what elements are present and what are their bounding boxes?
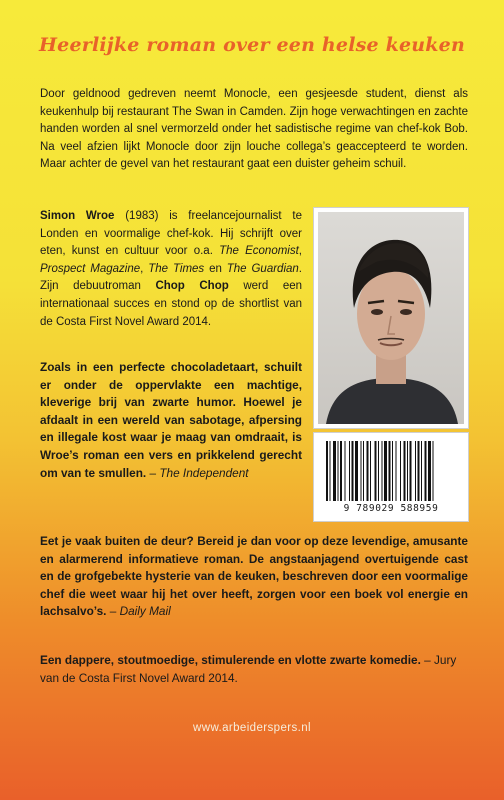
- bio-text: werd een internationaal succes en stond op de shortlist van de Costa First Novel Award 2014.: [40, 280, 303, 328]
- barcode-bar: [392, 441, 393, 501]
- review-text: Zoals in een perfecte chocoladetaart, schuilt er onder de oppervlakte een machtige, kleverige brij van zwarte humor. Hoewel je afdaalt in een wereld van sabotage, afpersing en illegale kost waar je maag van omdraait, is Wroe’s roman een vers en prikkelend gerecht om van te smullen.: [40, 360, 302, 480]
- barcode-bar: [378, 441, 379, 501]
- publication-name: Prospect Magazine: [40, 262, 141, 275]
- publication-name: The Guardian: [226, 262, 299, 275]
- bio-text: . Zijn debuutroman: [40, 262, 302, 293]
- barcode-bar: [361, 441, 362, 501]
- barcode-bar: [345, 441, 346, 501]
- author-bio: [40, 208, 302, 331]
- review-source: – Jury van de Costa First Novel Award 2014.: [40, 653, 457, 685]
- barcode-bar: [355, 441, 358, 501]
- barcode-bar: [333, 441, 336, 501]
- barcode-bar: [330, 441, 331, 501]
- review-dash: –: [106, 604, 120, 619]
- bio-separator: ,: [140, 262, 149, 275]
- barcode-bar: [410, 441, 412, 501]
- barcode-bar: [421, 441, 422, 501]
- barcode: [313, 432, 469, 522]
- barcode-bar: [433, 441, 434, 501]
- barcode-bar: [382, 441, 383, 501]
- barcode-bar: [384, 441, 387, 501]
- barcode-bar: [349, 441, 350, 501]
- barcode-bars: [326, 441, 456, 501]
- barcode-bar: [363, 441, 364, 501]
- review-text: Eet je vaak buiten de deur? Bereid je dan voor op deze levendige, amusante en alarmerend informatieve roman. De angstaanjagend overtuigende cast en de grofgebekte hysterie van de keuken, beschreven door een voormalige chef die weet waar hij het over heeft, zorgen voor een boek vol energie en lachsalvo’s.: [40, 534, 468, 619]
- review-quote: [40, 359, 302, 482]
- author-portrait-image: [318, 212, 464, 424]
- barcode-bar: [407, 441, 408, 501]
- barcode-bar: [340, 441, 342, 501]
- bio-text: (1983) is freelancejournalist te Londen en voormalige chef-kok. Hij schrijft over eten, kunst en cultuur voor o.a.: [40, 210, 302, 258]
- barcode-bar: [389, 441, 391, 501]
- synopsis: Door geldnood gedreven neemt Monocle, een gesjeesde student, dienst als keukenhulp bij restaurant The Swan in Camden. Zijn hoge verwachtingen en zachte handen worden al snel vermorzeld onder het sadistische regime van chef-kok Bob. Na veel afzien lijkt Monocle door zijn louche collega’s geaccepteerd te worden. Maar achter de gevel van het restaurant gaat een duister geheim schuil.: [40, 88, 468, 171]
- bio-separator: en: [204, 262, 227, 275]
- publication-name: The Times: [148, 262, 205, 275]
- barcode-bar: [370, 441, 371, 501]
- barcode-bar: [428, 441, 431, 501]
- book-title: Chop Chop: [155, 280, 229, 293]
- review-dash: –: [146, 465, 160, 480]
- review-quote: [40, 652, 468, 687]
- barcode-bar: [338, 441, 339, 501]
- bio-separator: ,: [298, 245, 302, 258]
- barcode-bar: [400, 441, 401, 501]
- publisher-website: www.arbeiderspers.nl: [193, 722, 311, 734]
- barcode-bar: [352, 441, 354, 501]
- barcode-bar: [367, 441, 369, 501]
- barcode-bar: [415, 441, 416, 501]
- barcode-bar: [418, 441, 420, 501]
- barcode-bar: [425, 441, 427, 501]
- isbn-number: 9 789029 588959: [343, 503, 439, 514]
- barcode-bar: [404, 441, 406, 501]
- publication-name: The Economist: [219, 245, 299, 258]
- barcode-bar: [375, 441, 377, 501]
- review-quote: [40, 533, 468, 621]
- barcode-bar: [396, 441, 397, 501]
- review-source: Daily Mail: [119, 604, 171, 619]
- review-text: Een dappere, stoutmoedige, stimulerende en vlotte zwarte komedie.: [40, 653, 421, 667]
- author-name: Simon Wroe: [40, 210, 115, 222]
- barcode-bar: [326, 441, 328, 501]
- review-source: The Independent: [159, 465, 249, 480]
- author-photo: [313, 207, 469, 429]
- tagline: Heerlijke roman over een helse keuken: [39, 34, 465, 56]
